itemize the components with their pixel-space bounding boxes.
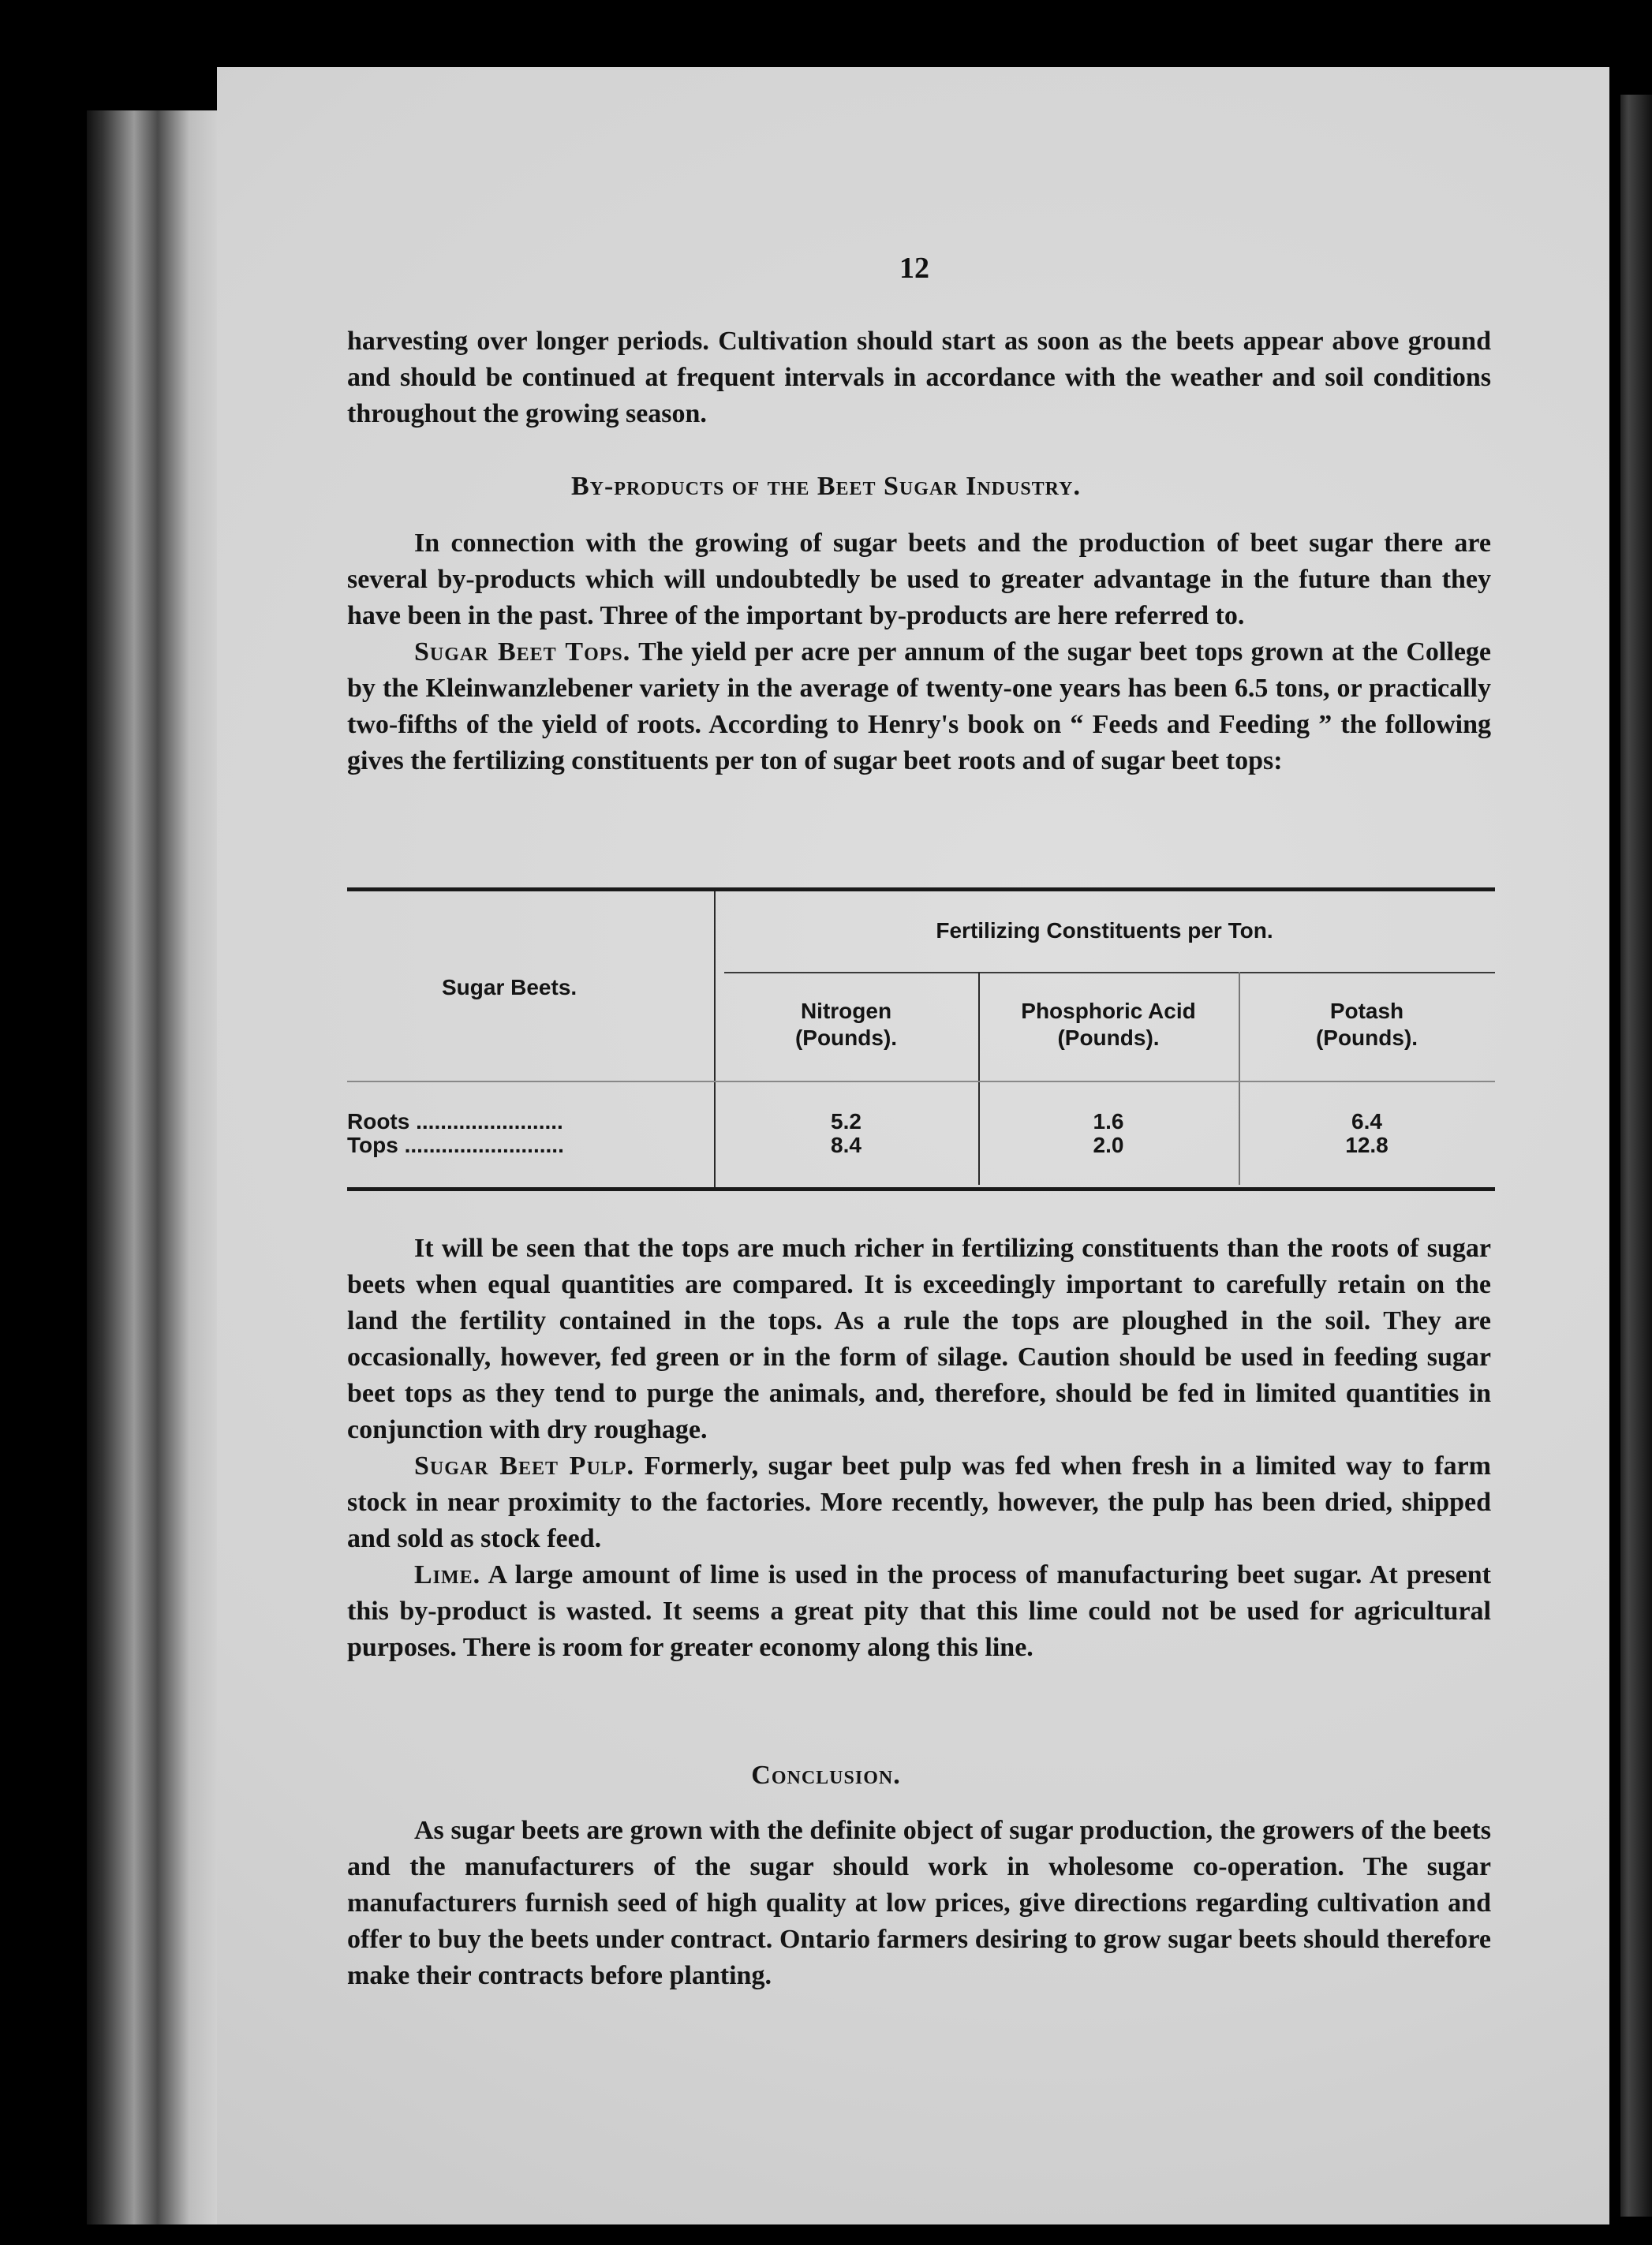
book-binding: [87, 110, 229, 2224]
tops-text: The yield per acre per annum of the sugar beet tops grown at the College by the Kleinwanzlebener variety in the average of twenty-one years has been 6.5 tons, or practically two-fifths of the yield of roots. According to Henry's book on “ Feeds and Feeding ” the following gives the fertilizing constituents per ton of sugar beet roots and of sugar beet tops:: [347, 637, 1491, 775]
intro-paragraph: [347, 323, 1491, 432]
table-top-rule: [347, 887, 1495, 891]
after-table-section: [347, 1231, 1491, 1666]
table-bottom-rule: [347, 1187, 1495, 1191]
group-header: Fertilizing Constituents per Ton.: [936, 918, 1273, 943]
conclusion-paragraph: As sugar beets are grown with the definite object of sugar production, the growers of the beets and the manufacturers of the sugar should work in wholesome co-operation. The sugar manufacturers furnish seed of high quality at low prices, give directions regarding cultivation and offer to buy the beets under contract. Ontario farmers desiring to grow sugar beets should therefore make their contracts before planting.: [347, 1816, 1491, 1990]
page-number: 12: [899, 252, 929, 285]
cell-tops-nitrogen: 8.4: [831, 1133, 862, 1157]
col-header-line: (Pounds).: [1057, 1025, 1160, 1050]
conclusion-section: [347, 1813, 1491, 1994]
cell-roots-potash: 6.4: [1351, 1109, 1382, 1134]
pulp-paragraph: [347, 1448, 1491, 1557]
section-heading-conclusion: Conclusion.: [751, 1761, 901, 1790]
row-label-roots: Roots ........................: [347, 1109, 563, 1134]
tops-comparison-paragraph: It will be seen that the tops are much richer in fertilizing constituents than the roots of sugar beets when equal quantities are compared. It is exceedingly important to carefully retain on the land the fertility contained in the tops. As a rule the tops are ploughed in the soil. They are occasionally, however, fed green or in the form of silage. Caution should be used in feeding sugar beet tops as they tend to purge the animals, and, therefore, should be fed in limited quantities in conjunction with dry roughage.: [347, 1234, 1491, 1444]
intro-text: harvesting over longer periods. Cultivation should start as soon as the beets appear above ground and should be continued at frequent intervals in accordance with the weather and soil conditions throughout the growing season.: [347, 327, 1491, 428]
fertilizer-table: [347, 887, 1495, 1191]
col-header-phosphoric-acid: [978, 998, 1239, 1052]
row-label-tops: Tops ..........................: [347, 1133, 564, 1157]
cell-tops-potash: 12.8: [1345, 1133, 1389, 1157]
lime-heading: Lime.: [414, 1560, 481, 1589]
byproducts-paragraph: In connection with the growing of sugar beets and the production of beet sugar there are several by-products which will undoubtedly be used to greater advantage in the future than they have been in the past. Three of the important by-products are here referred to.: [347, 529, 1491, 630]
col-header-line: (Pounds).: [1315, 1025, 1418, 1050]
table-group-rule: [724, 972, 1495, 973]
col-header-line: Nitrogen: [800, 999, 892, 1023]
cell-roots-nitrogen: 5.2: [831, 1109, 862, 1134]
byproducts-section: [347, 525, 1491, 779]
cell-tops-phosphoric: 2.0: [1093, 1133, 1124, 1157]
col-header-line: (Pounds).: [794, 1025, 898, 1050]
table-header-rule: [347, 1081, 1495, 1082]
col-header-line: Phosphoric Acid: [1021, 999, 1196, 1023]
cell-roots-phosphoric: 1.6: [1093, 1109, 1124, 1134]
tops-heading: Sugar Beet Tops.: [414, 637, 631, 667]
col-header-line: Potash: [1329, 999, 1404, 1023]
tops-paragraph: [347, 634, 1491, 779]
lime-paragraph: [347, 1557, 1491, 1666]
col-header-potash: [1239, 998, 1495, 1052]
col-header-nitrogen: [714, 998, 978, 1052]
pulp-text: Formerly, sugar beet pulp was fed when fresh in a limited way to farm stock in near proximity to the factories. More recently, however, the pulp has been dried, shipped and sold as stock feed.: [347, 1451, 1491, 1553]
page-edge-shadow: [1620, 95, 1652, 2217]
pulp-heading: Sugar Beet Pulp.: [414, 1451, 634, 1481]
lime-text: A large amount of lime is used in the process of manufacturing beet sugar. At present this by-product is wasted. It seems a great pity that this lime could not be used for agricultural purposes. There is room for greater economy along this line.: [347, 1560, 1492, 1662]
row-header-sugar-beets: Sugar Beets.: [442, 975, 577, 999]
section-heading-byproducts: By-products of the Beet Sugar Industry.: [570, 472, 1082, 501]
